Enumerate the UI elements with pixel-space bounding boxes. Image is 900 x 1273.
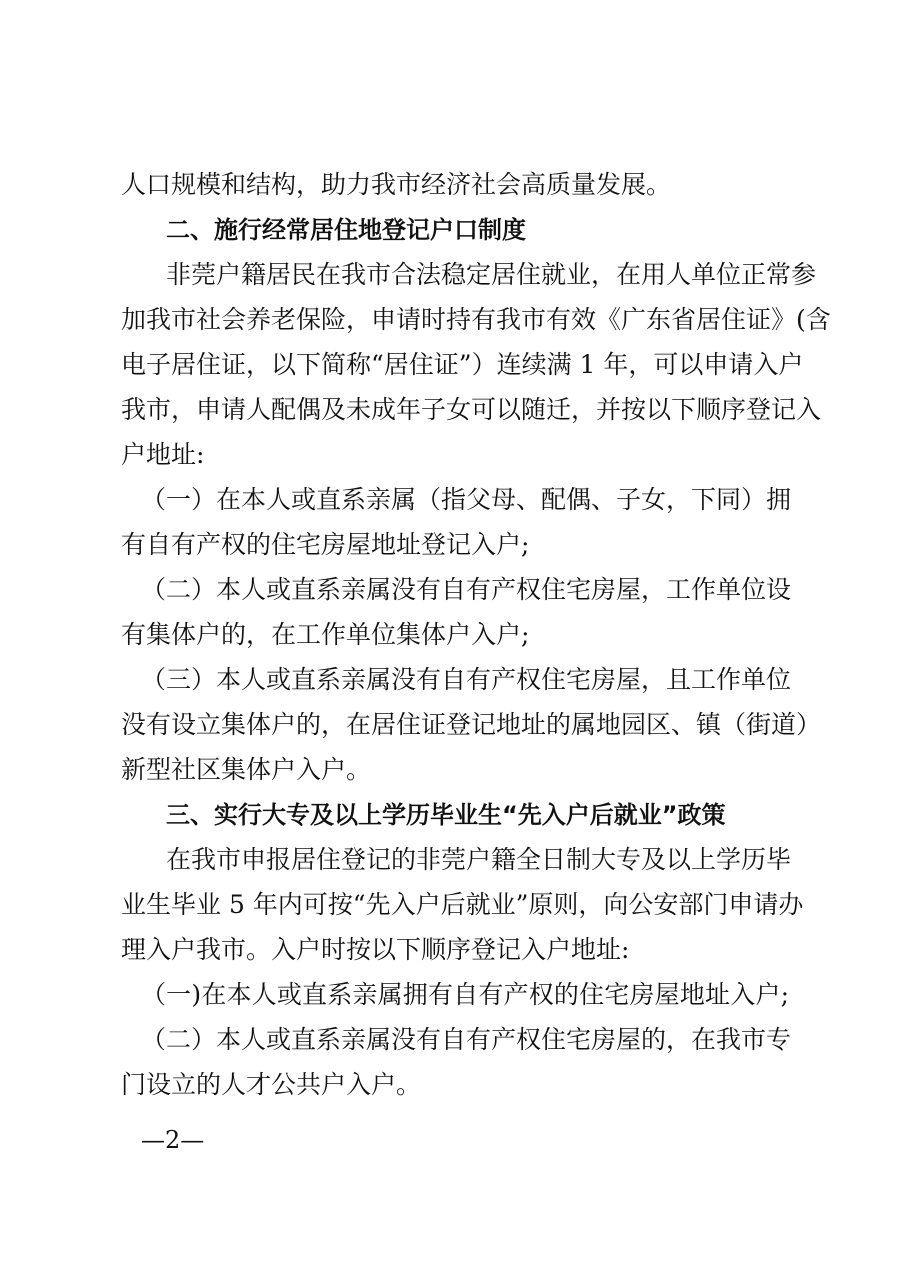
body-text-line: 加我市社会养老保险，申请时持有我市有效《广东省居住证》(含 xyxy=(121,305,831,334)
body-text-line: 我市，申请人配偶及未成年子女可以随迁，并按以下顺序登记入 xyxy=(121,395,822,424)
body-text-line: 电子居住证，以下简称“居住证”）连续满 1 年，可以申请入户 xyxy=(121,350,804,379)
body-text-line: 业生毕业 5 年内可按“先入户后就业”原则，向公安部门申请办 xyxy=(121,890,804,919)
section-heading-3: 三、实行大专及以上学历毕业生“先入户后就业”政策 xyxy=(166,801,726,829)
list-item-line: （一)在本人或直系亲属拥有自有产权的住宅房屋地址入户; xyxy=(141,980,789,1009)
body-text-line: 非莞户籍居民在我市合法稳定居住就业，在用人单位正常参 xyxy=(166,260,817,289)
list-item-line: 门设立的人才公共户入户。 xyxy=(121,1070,422,1099)
list-item-line: 有自有产权的住宅房屋地址登记入户; xyxy=(121,530,530,559)
list-item-line: （二）本人或直系亲属没有自有产权住宅房屋，工作单位设 xyxy=(141,575,792,604)
list-item-line: 没有设立集体户的，在居住证登记地址的属地园区、镇（街道） xyxy=(121,710,822,739)
list-item-line: （三）本人或直系亲属没有自有产权住宅房屋，且工作单位 xyxy=(141,665,792,694)
list-item-line: （一）在本人或直系亲属（指父母、配偶、子女，下同）拥 xyxy=(141,485,792,514)
list-item-line: 新型社区集体户入户。 xyxy=(121,755,372,784)
body-text-line: 户地址: xyxy=(121,440,205,469)
list-item-line: 有集体户的，在工作单位集体户入户; xyxy=(121,620,530,649)
page-number: —2— xyxy=(141,1126,205,1154)
list-item-line: （二）本人或直系亲属没有自有产权住宅房屋的，在我市专 xyxy=(141,1025,792,1054)
section-heading-2: 二、施行经常居住地登记户口制度 xyxy=(166,216,526,244)
body-text-line: 理入户我市。入户时按以下顺序登记入户地址: xyxy=(121,935,630,964)
body-text-line: 在我市申报居住登记的非莞户籍全日制大专及以上学历毕 xyxy=(166,845,792,874)
body-text-line: 人口规模和结构，助力我市经济社会高质量发展。 xyxy=(121,170,672,199)
